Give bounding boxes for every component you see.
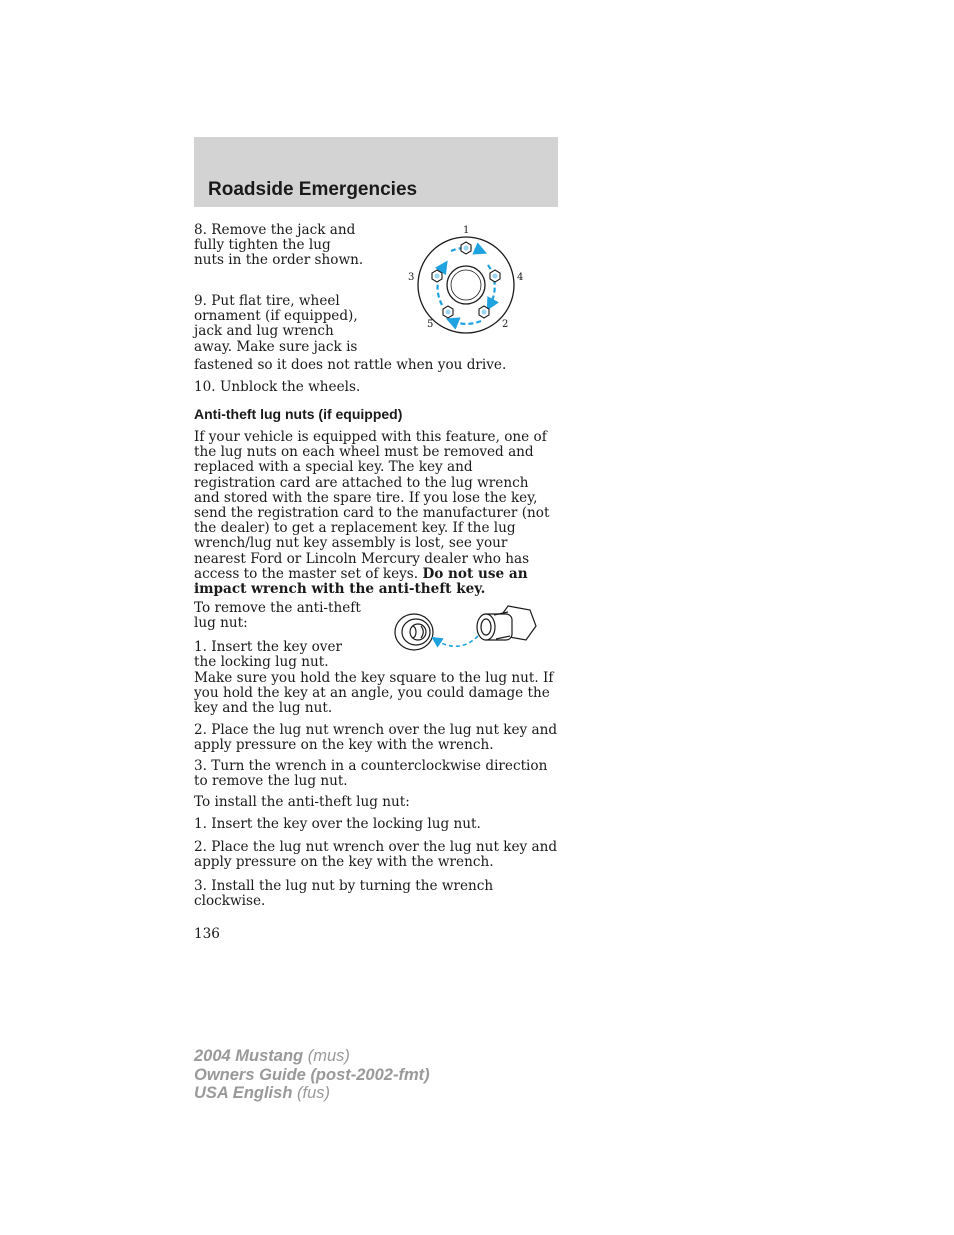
remove-step-1-part2: Make sure you hold the key square to the lug nut. If you hold the key at an angle, you could damage the key and the lug nut.	[194, 670, 554, 717]
footer-language: USA English	[194, 1084, 293, 1102]
lug-label-2: 2	[502, 319, 509, 330]
anti-theft-intro-text: If your vehicle is equipped with this feature, one of the lug nuts on each wheel must be removed and replaced with a special key. The key and registration card are attached to the lug wrench and stored with the spare tire. If you lose the key, send the registration card to the manufacturer (not the dealer) to get a replacement key. If the lug wrench/lug nut key assembly is lost, see your nearest Ford or Lincoln Mercury dealer who has access to the master set of keys.	[194, 429, 550, 582]
lug-label-4: 4	[517, 272, 524, 283]
section-header-band	[194, 137, 558, 207]
step-9-part1: 9. Put flat tire, wheel ornament (if equipped), jack and lug wrench away. Make sure jack is	[194, 293, 358, 355]
impact-wrench-warning: Do not use an impact wrench with the anti-theft key.	[194, 565, 528, 598]
lug-label-3: 3	[408, 272, 415, 283]
locking-lug-nut-icon	[477, 606, 536, 640]
remove-intro: To remove the anti-theft lug nut:	[194, 600, 361, 632]
footer-line-2	[194, 1066, 430, 1085]
step-9-part2: fastened so it does not rattle when you drive.	[194, 357, 507, 373]
lug-nut-icon	[432, 242, 500, 318]
install-intro: To install the anti-theft lug nut:	[194, 794, 410, 810]
step-10: 10. Unblock the wheels.	[194, 379, 361, 395]
remove-step-3: 3. Turn the wrench in a counterclockwise direction to remove the lug nut.	[194, 758, 548, 790]
anti-theft-heading: Anti-theft lug nuts (if equipped)	[194, 406, 403, 422]
footer-model: 2004 Mustang	[194, 1047, 304, 1065]
footer-line-3	[194, 1084, 430, 1103]
footer-language-code: (fus)	[297, 1084, 330, 1102]
lug-label-1: 1	[463, 225, 470, 236]
remove-step-1-part1: 1. Insert the key over the locking lug nut.	[194, 639, 342, 671]
document-footer	[194, 1047, 430, 1103]
wheel-hub-center	[447, 266, 485, 304]
lug-nut-key-icon	[395, 614, 433, 650]
remove-step-2: 2. Place the lug nut wrench over the lug nut key and apply pressure on the key with the wrench.	[194, 722, 558, 754]
section-title: Roadside Emergencies	[208, 179, 418, 200]
step-8: 8. Remove the jack and fully tighten the lug nuts in the order shown.	[194, 222, 364, 269]
page-number: 136	[194, 926, 220, 942]
footer-line-1	[194, 1047, 430, 1066]
install-step-1: 1. Insert the key over the locking lug nut.	[194, 816, 481, 832]
anti-theft-key-illustration	[386, 600, 542, 656]
install-step-3: 3. Install the lug nut by turning the wrench clockwise.	[194, 878, 494, 910]
lug-label-5: 5	[427, 319, 434, 330]
install-step-2: 2. Place the lug nut wrench over the lug nut key and apply pressure on the key with the wrench.	[194, 839, 558, 871]
footer-guide: Owners Guide (post-2002-fmt)	[194, 1065, 430, 1084]
anti-theft-intro	[194, 430, 558, 597]
lug-nut-order-diagram	[402, 222, 530, 334]
insert-direction-arrow	[436, 636, 478, 646]
footer-model-code: (mus)	[307, 1047, 350, 1065]
